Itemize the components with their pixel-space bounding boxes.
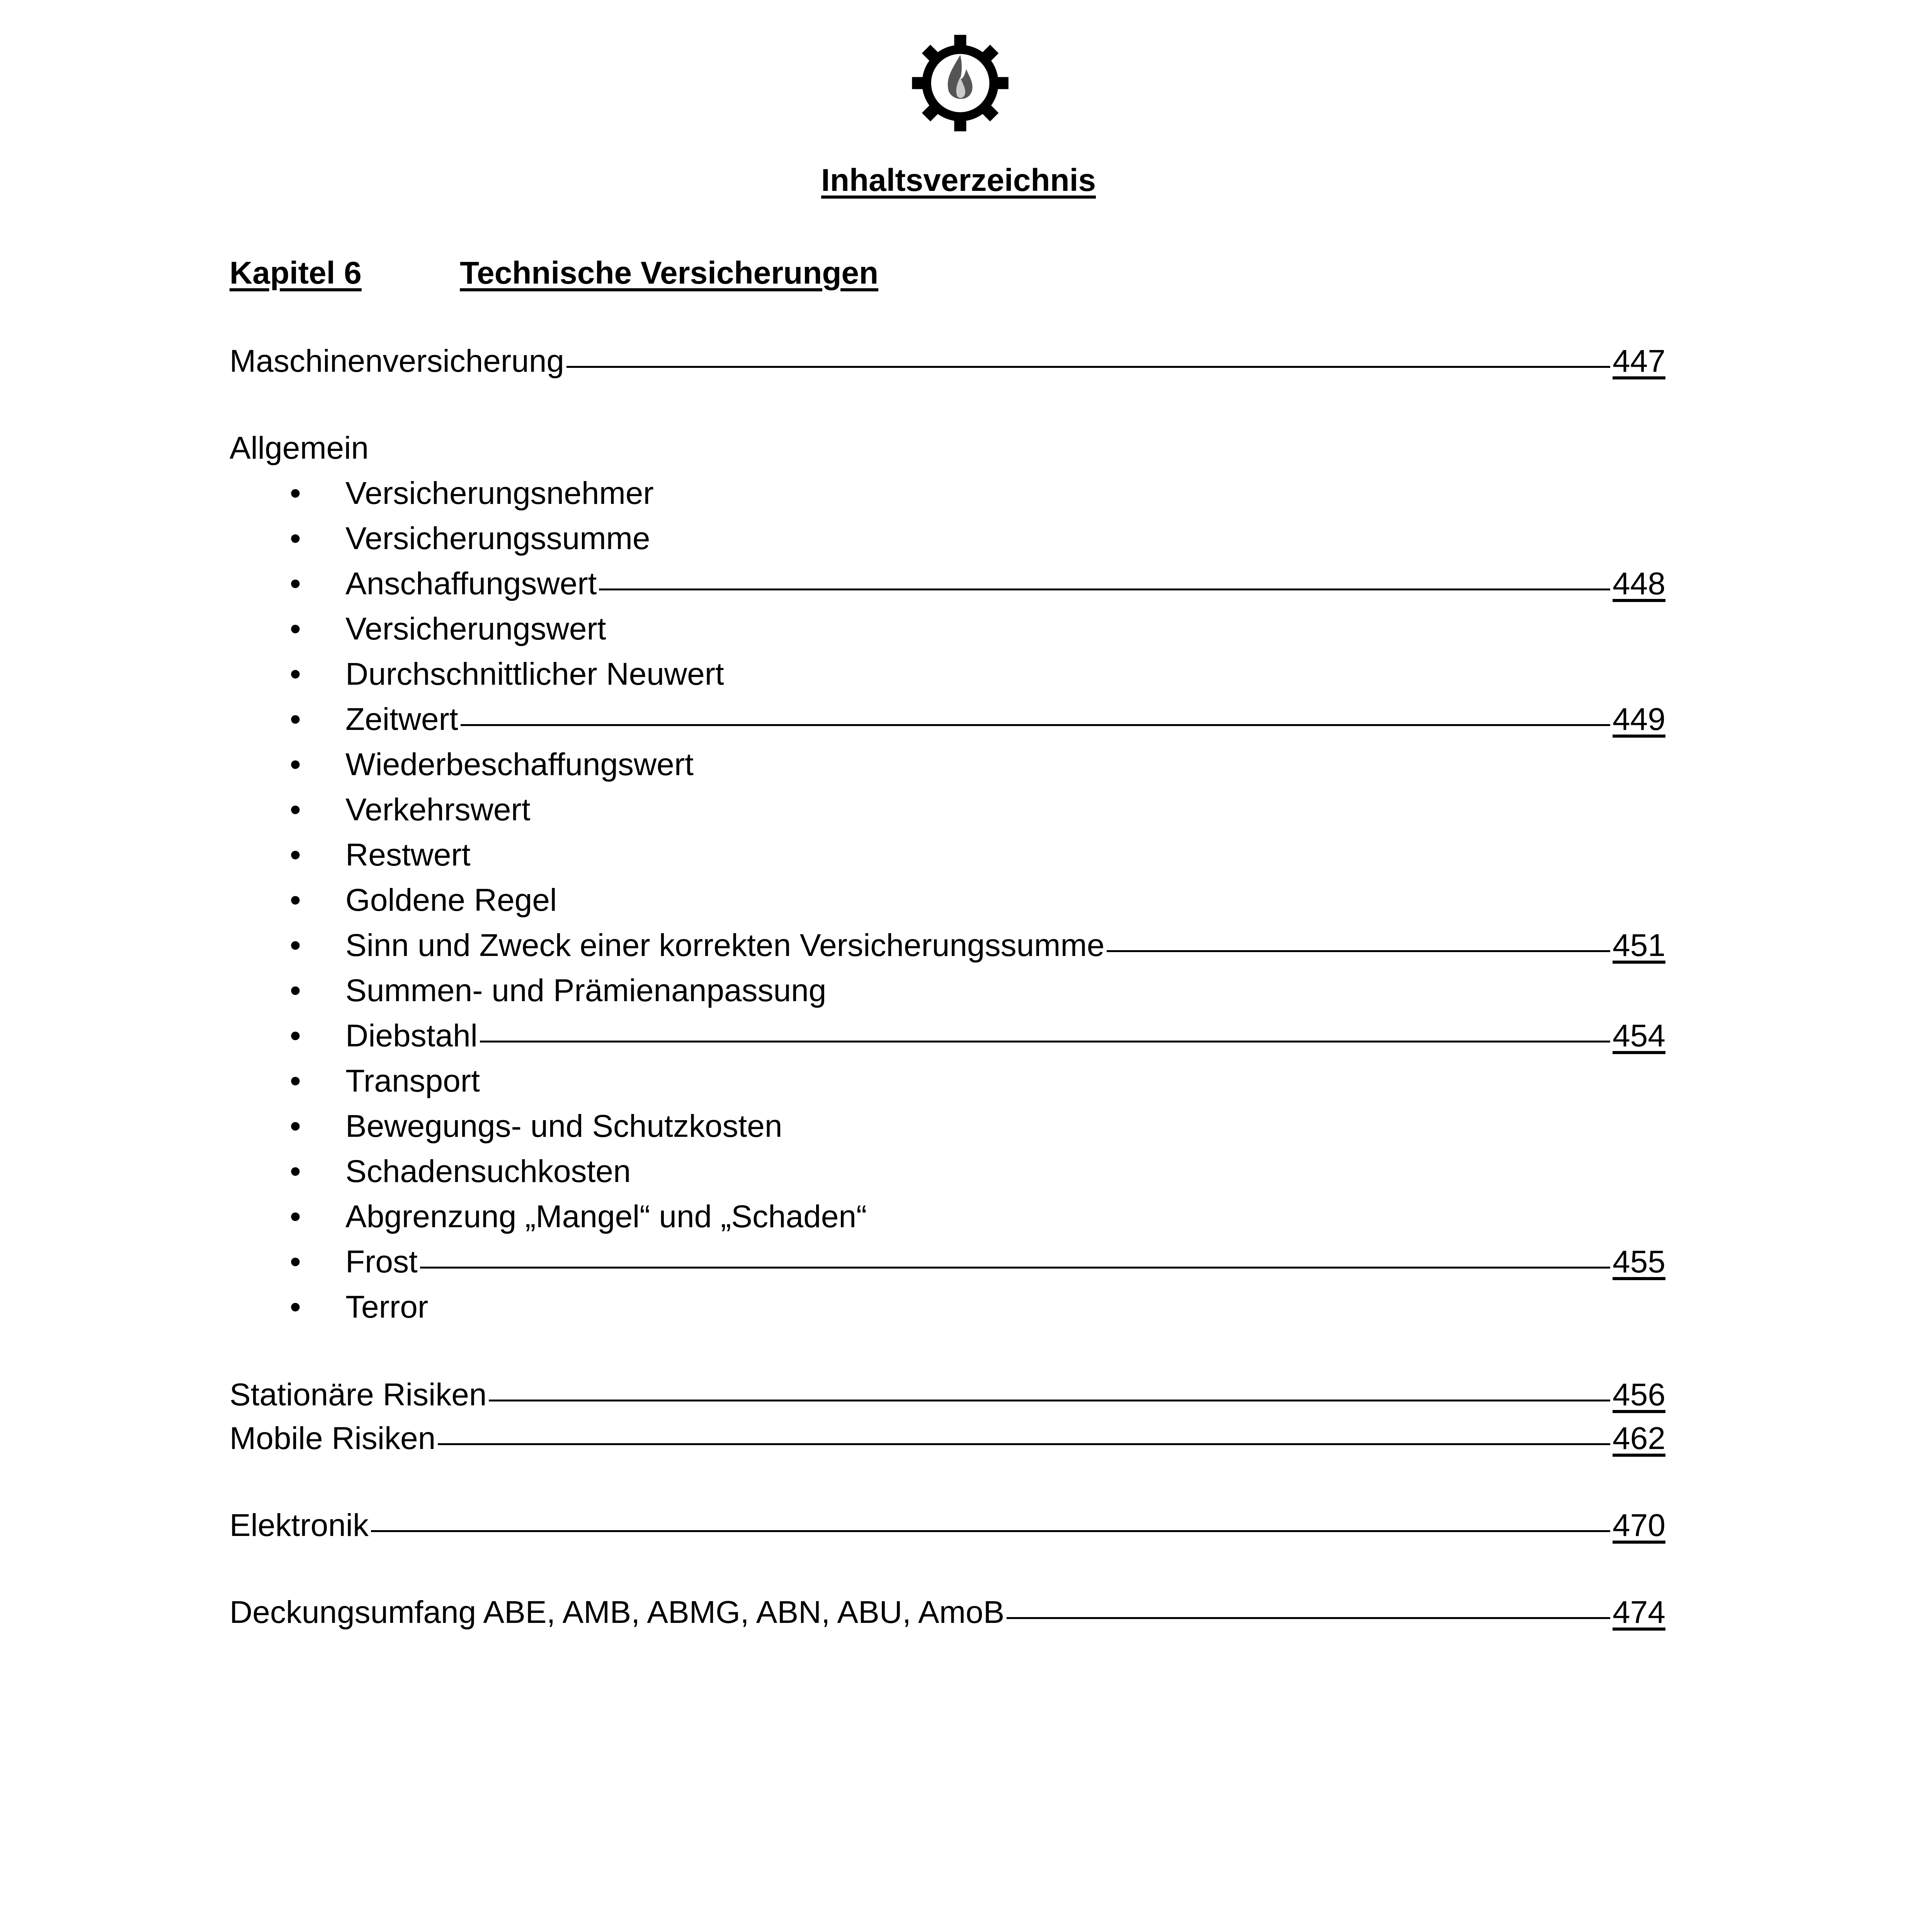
bullet-icon: • (290, 1018, 301, 1053)
toc-leader-line (1107, 950, 1610, 952)
bullet-icon: • (290, 476, 301, 511)
toc-entry-label: Deckungsumfang ABE, AMB, ABMG, ABN, ABU, AmoB (230, 1595, 1005, 1630)
toc-leader-line (420, 1267, 1610, 1269)
bullet-icon: • (290, 1289, 301, 1325)
toc-entry-label: Anschaffungswert (345, 566, 597, 601)
toc-entry-label: Versicherungsnehmer (345, 476, 654, 511)
bullet-icon: • (290, 1109, 301, 1144)
bullet-icon: • (290, 973, 301, 1008)
toc-leader-line (599, 588, 1610, 590)
toc-leader-line (1007, 1617, 1610, 1619)
toc-entry-label: Verkehrswert (345, 792, 531, 827)
gear-flame-icon (910, 33, 1010, 133)
bullet-icon: • (290, 837, 301, 872)
page-title: Inhaltsverzeichnis (821, 163, 1096, 198)
toc-entry-label: Mobile Risiken (230, 1421, 436, 1456)
toc-entry-bewegungskosten[interactable] (345, 1105, 1665, 1148)
toc-entry-versicherungsnehmer[interactable] (345, 472, 1665, 515)
toc-page-number: 456 (1613, 1377, 1665, 1412)
toc-entry-summenanpassung[interactable] (345, 969, 1665, 1012)
toc-entry-verkehrswert[interactable] (345, 789, 1665, 831)
bullet-icon: • (290, 1154, 301, 1189)
toc-page-number: 449 (1613, 702, 1665, 737)
toc-entry-wiederbeschaffungswert[interactable] (345, 743, 1665, 786)
chapter-number: Kapitel 6 (230, 255, 362, 291)
toc-section-label: Allgemein (230, 430, 369, 466)
toc-entry-label: Durchschnittlicher Neuwert (345, 656, 724, 692)
toc-section-allgemein (230, 427, 1665, 469)
toc-leader-line (371, 1530, 1610, 1532)
toc-page-number: 447 (1613, 344, 1665, 379)
toc-entry-deckungsumfang[interactable] (230, 1591, 1665, 1634)
bullet-icon: • (290, 656, 301, 692)
toc-entry-abgrenzung[interactable] (345, 1196, 1665, 1238)
toc-page-number: 474 (1613, 1595, 1665, 1630)
toc-entry-versicherungssumme[interactable] (345, 517, 1665, 560)
toc-entry-label: Bewegungs- und Schutzkosten (345, 1109, 782, 1144)
bullet-icon: • (290, 1063, 301, 1099)
chapter-title: Technische Versicherungen (460, 255, 879, 291)
toc-page-number: 451 (1613, 928, 1665, 963)
toc-entry-mobile-risiken[interactable] (230, 1417, 1665, 1460)
toc-entry-transport[interactable] (345, 1060, 1665, 1102)
toc-entry-label: Wiederbeschaffungswert (345, 747, 694, 782)
toc-entry-sinn-und-zweck[interactable] (345, 924, 1665, 967)
toc-entry-maschinenversicherung[interactable] (230, 340, 1665, 383)
toc-entry-label: Sinn und Zweck einer korrekten Versicherungssumme (345, 928, 1105, 963)
toc-page-number: 455 (1613, 1244, 1665, 1279)
toc-entry-label: Elektronik (230, 1508, 369, 1543)
bullet-icon: • (290, 1199, 301, 1234)
bullet-icon: • (290, 928, 301, 963)
toc-entry-label: Restwert (345, 837, 471, 872)
toc-entry-diebstahl[interactable] (345, 1015, 1665, 1057)
toc-entry-frost[interactable] (345, 1241, 1665, 1283)
toc-entry-label: Abgrenzung „Mangel“ und „Schaden“ (345, 1199, 867, 1234)
toc-entry-label: Schadensuchkosten (345, 1154, 631, 1189)
toc-entry-anschaffungswert[interactable] (345, 563, 1665, 605)
toc-entry-label: Summen- und Prämienanpassung (345, 973, 827, 1008)
bullet-icon: • (290, 792, 301, 827)
toc-leader-line (480, 1041, 1610, 1043)
toc-page-number: 454 (1613, 1018, 1665, 1053)
toc-entry-goldene-regel[interactable] (345, 879, 1665, 922)
toc-entry-label: Terror (345, 1289, 429, 1325)
toc-entry-versicherungswert[interactable] (345, 608, 1665, 650)
toc-leader-line (438, 1443, 1610, 1445)
toc-page-number: 462 (1613, 1421, 1665, 1456)
bullet-icon: • (290, 747, 301, 782)
toc-entry-stationaere-risiken[interactable] (230, 1374, 1665, 1416)
toc-page-number: 470 (1613, 1508, 1665, 1543)
toc-entry-restwert[interactable] (345, 834, 1665, 876)
bullet-icon: • (290, 611, 301, 646)
toc-leader-line (566, 366, 1610, 368)
toc-entry-label: Stationäre Risiken (230, 1377, 487, 1412)
toc-leader-line (489, 1400, 1610, 1401)
bullet-icon: • (290, 883, 301, 918)
toc-entry-elektronik[interactable] (230, 1504, 1665, 1547)
toc-entry-label: Diebstahl (345, 1018, 478, 1053)
toc-entry-label: Goldene Regel (345, 883, 557, 918)
toc-entry-label: Transport (345, 1063, 480, 1099)
toc-entry-terror[interactable] (345, 1286, 1665, 1328)
toc-entry-label: Versicherungssumme (345, 521, 650, 556)
toc-entry-label: Versicherungswert (345, 611, 606, 646)
bullet-icon: • (290, 521, 301, 556)
toc-leader-line (461, 724, 1611, 726)
toc-entry-zeitwert[interactable] (345, 698, 1665, 741)
bullet-icon: • (290, 566, 301, 601)
toc-entry-label: Maschinenversicherung (230, 344, 565, 379)
bullet-icon: • (290, 1244, 301, 1279)
toc-entry-durchschnittlicher-neuwert[interactable] (345, 653, 1665, 696)
toc-entry-schadensuchkosten[interactable] (345, 1150, 1665, 1193)
toc-entry-label: Frost (345, 1244, 418, 1279)
bullet-icon: • (290, 702, 301, 737)
toc-page-number: 448 (1613, 566, 1665, 601)
toc-entry-label: Zeitwert (345, 702, 458, 737)
